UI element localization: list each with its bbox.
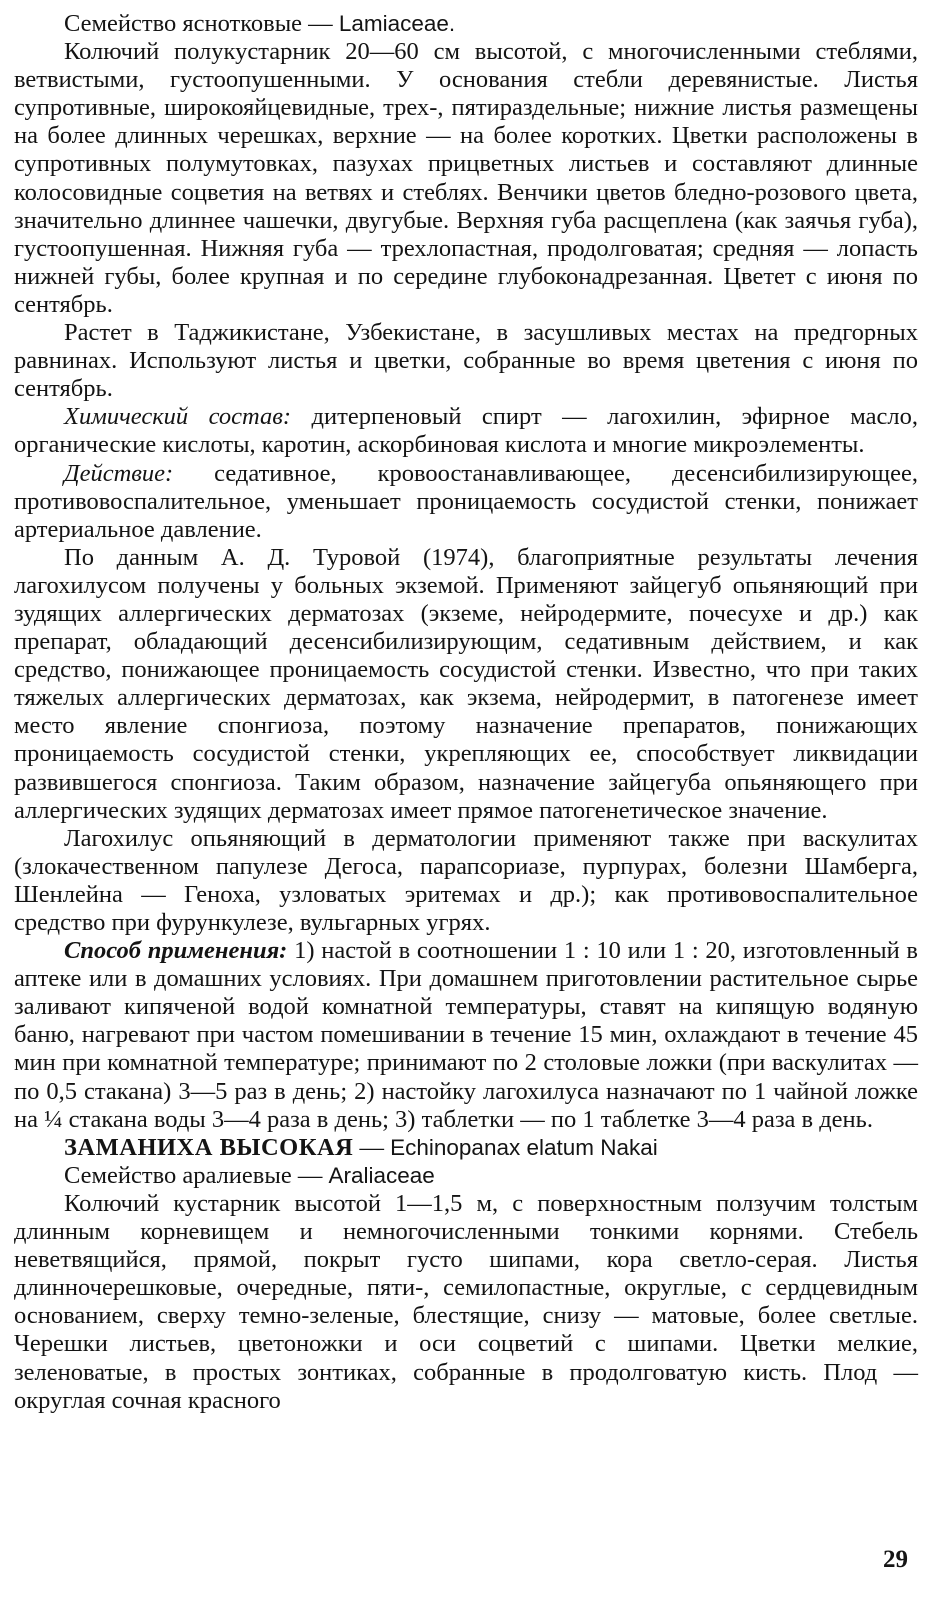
family-araliaceae-ru: Семейство аралиевые — xyxy=(64,1161,329,1189)
chemical-composition-text: дитерпеновый спирт — лагохилин, эфирное масло, органические кислоты, каротин, аскорбиновая кислота и многие микроэлементы. xyxy=(14,403,918,459)
plant-description: Колючий полукустарник 20—60 см высотой, с многочисленными стеблями, ветвистыми, густоопушенными. У основания стебли деревянистые. Листья супротивные, широкояйцевидные, трех-, пятираздельные; нижние листья размещены на более длинных черешках, верхние — на более коротких. Цветки расположены в супротивных полумутовках, пазухах прицветных листьев и составляют длинные колосовидные соцветия на ветвях и стеблях. Венчики цветов бледно-розового цвета, значительно длиннее чашечки, двугубые. Верхняя губа расщеплена (как заячья губа), густоопушенная. Нижняя губа — трехлопастная, продолговатая; средняя — лопасть нижней губы, более крупная и по середине глубоконадрезанная. Цветет с июня по сентябрь. xyxy=(14,38,918,318)
family-line-araliaceae xyxy=(14,1162,918,1190)
dermatology-paragraph: Лагохилус опьяняющий в дерматологии применяют также при васкулитах (злокачественном папулезе Дегоса, парапсориазе, пурпурах, болезни Шамберга, Шенлейна — Геноха, узловатых эритемах и др.); как противовоспалительное средство при фурункулезе, вульгарных угрях. xyxy=(14,824,918,936)
usage-label: Способ применения: xyxy=(64,937,288,965)
turova-paragraph: По данным А. Д. Туровой (1974), благоприятные результаты лечения лагохилусом получены у больных экземой. Применяют зайцегуб опьяняющий при зудящих аллергических дерматозах (экземе, нейродермите, почесухе и др.) как препарат, обладающий десенсибилизирующим, седативным действием, и как средство, понижающее проницаемость сосудистой стенки. Известно, что при таких тяжелых аллергических дерматозах, как экзема, нейродермит, в патогенезе имеет место явление спонгиоза, поэтому назначение препаратов, понижающих проницаемость сосудистой стенки, укрепляющих ее, способствует ликвидации развившегося спонгиоза. Таким образом, назначение зайцегуба опьяняющего при аллергических зудящих дерматозах имеет прямое патогенетическое значение. xyxy=(14,543,918,824)
chemical-composition-paragraph xyxy=(14,403,918,459)
action-label: Действие: xyxy=(64,459,174,487)
page-number: 29 xyxy=(883,1546,908,1573)
species-heading-latin: Echinopanax elatum Nakai xyxy=(390,1134,658,1160)
family-line-lamiaceae xyxy=(14,10,918,38)
family-araliaceae-latin: Araliaceae xyxy=(328,1162,435,1188)
chemical-composition-label: Химический состав: xyxy=(64,403,292,431)
page-text xyxy=(14,10,918,1415)
usage-text: 1) настой в соотношении 1 : 10 или 1 : 20, изготовленный в аптеке или в домашних условиях. При домашнем приготовлении растительное сырье заливают кипяченой водой комнатной температуры, ставят на кипящую водяную баню, нагревают при частом помешивании в течение 15 мин, охлаждают в течение 45 мин при комнатной температуре; принимают по 2 столовые ложки (при васкулитах — по 0,5 стакана) 3—5 раз в день; 2) настойку лагохилуса назначают по 1 чайной ложке на ¼ стакана воды 3—4 раза в день; 3) таблетки — по 1 таблетке 3—4 раза в день. xyxy=(14,937,918,1133)
usage-paragraph xyxy=(14,937,918,1134)
family-name-latin: Lamiaceae. xyxy=(338,11,456,36)
habitat-paragraph: Растет в Таджикистане, Узбекистане, в засушливых местах на предгорных равнинах. Используют листья и цветки, собранные во время цветения с июня по сентябрь. xyxy=(14,319,918,403)
family-name-ru: Семейство яснотковые — xyxy=(64,10,339,37)
action-paragraph xyxy=(14,460,918,544)
species-heading-dash: — xyxy=(353,1133,391,1161)
species-heading xyxy=(14,1134,918,1162)
zamanikha-description: Колючий кустарник высотой 1—1,5 м, с поверхностным ползучим толстым длинным корневищем и немногочисленными тонкими корнями. Стебель неветвящийся, прямой, покрыт густо шипами, кора светло-серая. Листья длинночерешковые, очередные, пяти-, семилопастные, округлые, с сердцевидным основанием, сверху темно-зеленые, блестящие, снизу — матовые, более светлые. Черешки листьев, цветоножки и оси соцветий с шипами. Цветки мелкие, зеленоватые, в простых зонтиках, собранные в продолговатую кисть. Плод — округлая сочная красного xyxy=(14,1189,918,1414)
species-heading-ru: ЗАМАНИХА ВЫСОКАЯ xyxy=(64,1133,354,1161)
action-text: седативное, кровоостанавливающее, десенсибилизирующее, противовоспалительное, уменьшает проницаемость сосудистой стенки, понижает артериальное давление. xyxy=(14,459,918,543)
